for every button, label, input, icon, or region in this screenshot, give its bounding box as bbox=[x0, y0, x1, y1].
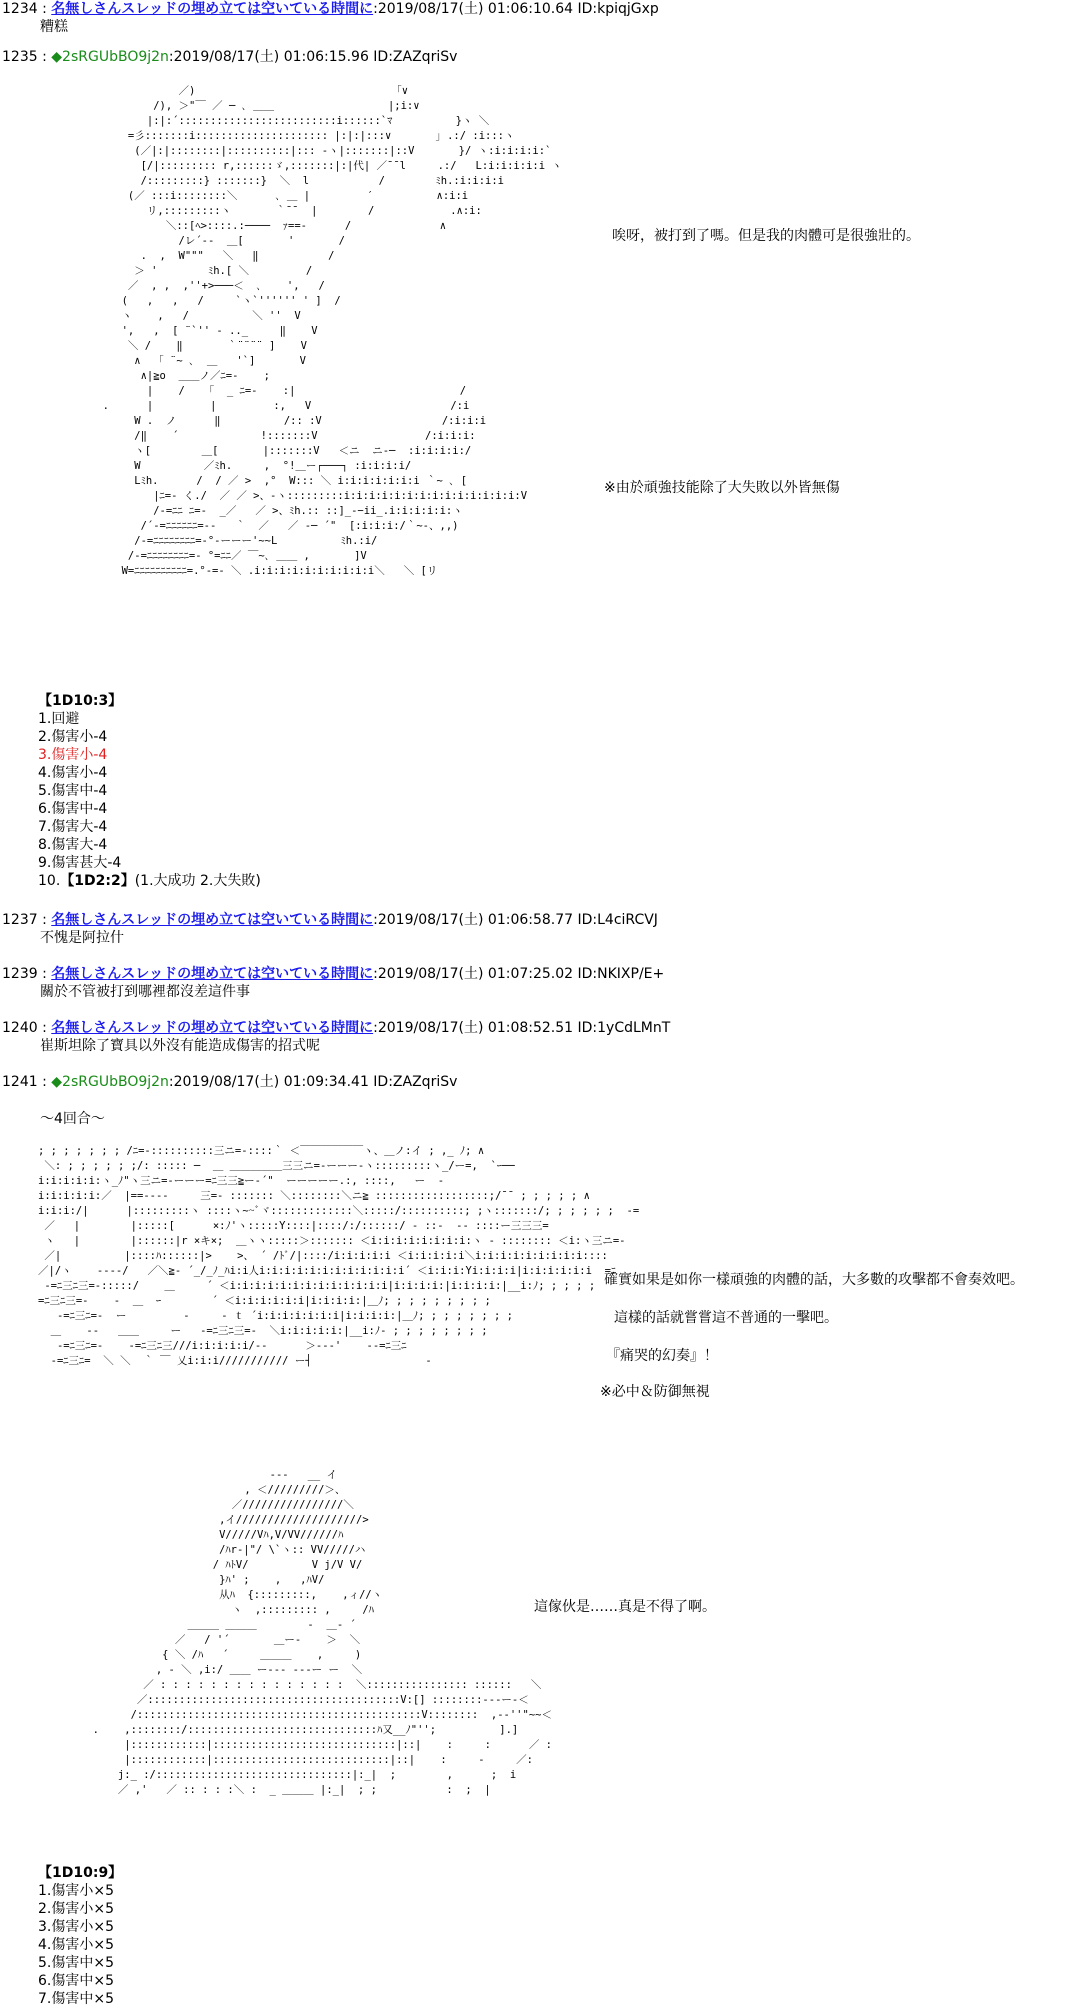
dice-result-list-2 bbox=[38, 1864, 122, 2008]
post-1239: 1239 : 名無しさんスレッドの埋め立ては空いている時間に:2019/08/17(土) 01:07:25.02 ID:NKIXP/E+ 關於不管被打到哪裡都沒差這件事 bbox=[2, 965, 1062, 1001]
dice-result-list-1 bbox=[38, 692, 261, 890]
dice-option: 2.傷害小×5 bbox=[38, 1901, 114, 1917]
post-1237: 1237 : 名無しさんスレッドの埋め立ては空いている時間に:2019/08/17(土) 01:06:58.77 ID:L4ciRCVJ 不愧是阿拉什 bbox=[2, 911, 1062, 947]
dice-subroll-options: (1.大成功 2.大失敗) bbox=[134, 873, 261, 889]
trip-diamond-icon: ◆ bbox=[51, 1074, 63, 1090]
dialogue-4: 『痛哭的幻奏』！ bbox=[606, 1348, 718, 1364]
dice-option-selected: 3.傷害小-4 bbox=[38, 747, 108, 763]
dialogue-3: 這樣的話就嘗嘗這不普通的一擊吧。 bbox=[614, 1310, 838, 1326]
post-meta: :2019/08/17(土) 01:06:15.96 ID:ZAZqriSv bbox=[168, 49, 458, 65]
poster-name-link[interactable]: 名無しさんスレッドの埋め立ては空いている時間に bbox=[51, 966, 374, 982]
post-1235: 1235 : ◆2sRGUbBO9j2n:2019/08/17(土) 01:06:15.96 ID:ZAZqriSv bbox=[2, 49, 458, 65]
dice-option-10 bbox=[38, 872, 261, 890]
dice-option: 6.傷害中-4 bbox=[38, 801, 108, 817]
post-1234: 1234 : 名無しさんスレッドの埋め立ては空いている時間に:2019/08/17(土) 01:06:10.64 ID:kpiqjGxp 糟糕 bbox=[2, 0, 1062, 36]
note-1: ※由於頑強技能除了大失敗以外皆無傷 bbox=[604, 480, 840, 496]
tripcode: 2sRGUbBO9j2n bbox=[62, 49, 169, 65]
dialogue-5: 這傢伙是……真是不得了啊。 bbox=[534, 1599, 716, 1615]
dice-option: 5.傷害中-4 bbox=[38, 783, 108, 799]
post-number: 1235 bbox=[2, 49, 38, 65]
poster-name-link[interactable]: 名無しさんスレッドの埋め立ては空いている時間に bbox=[51, 1, 374, 17]
dialogue-2: 確實如果是如你一樣頑強的肉體的話，大多數的攻擊都不會奏效吧。 bbox=[604, 1272, 1024, 1288]
dice-option: 2.傷害小-4 bbox=[38, 729, 108, 745]
round-label: ～4回合～ bbox=[40, 1111, 105, 1127]
poster-name-link[interactable]: 名無しさんスレッドの埋め立ては空いている時間に bbox=[51, 912, 374, 928]
dice-subroll: 【1D2:2】 bbox=[60, 873, 135, 889]
ascii-art-character: ‐‐‐ __ イ , ＜/////////＞、 ／////////////////＼ ,イ////////////////////> V/////Vﾊ,V/VV//////ﾊ /ﾊr‐|"/ \`ヽ:: VV/////ハ / ﾊﾄV/ V j/V V/ }ﾊ' ; , ,ﾊV/ 从ﾊ {:::::::::, ,ィ//ヽ ヽ ,::::::::: , /ﾊ ＿＿＿ ＿＿＿ ‐ ＿‐ ´ ／ / '´ ＿ー‐ ＞ ＼ { ＼ /ﾊ ´ ＿＿＿ , ) , ‐ ＼ ,i:/ ＿＿ ー‐‐‐ ‐‐‐ー ー ＼ ／ : : : : : : : : : : : : : : : ＼:::::::::::::::: :::::: ＼ ／::::::::::::::::::::::::::::::::::::::::V:[] ::::::::‐‐‐ー‐＜ /:::::::::::::::::::::::::::::::::::::::::::::V:::::::: ,‐‐''"~~＜ . ,::::::::/::::::::::::::::::::::::::::::ﾊ又__ﾉ"''; ].] |::::::::::::|:::::::::::::::::::::::::::::|::| : : ／ : |::::::::::::|::::::::::::::::::::::::::::|::| : ‐ ／: j:_ :/:::::::::::::::::::::::::::::::|:_| ; , ; i ／ ,' ／ :: : : :＼ : _ ＿＿＿ |:_| ; ; : ; | bbox=[92, 1469, 552, 1796]
ascii-art-archer: ／) 「∨ /), ＞"￣ ／ ─ ､ ＿＿ |;i:∨ |:|:´:::::::::::::::::::::::::i::::::`ﾏ }ヽ ＼ =彡:::::::i::::::::::::::::::::: |:|:|:::∨ ｣ .:/ :i:::ヽ (／|:|::::::::|::::::::::|::: ‐ヽ|:::::::|::V }/ ヽ:i:i:i:i:` [/|::::::::: r,::::::ゞ,:::::::|:|代| ／¯¯l .:/ L:i:i:i:i:i ヽ /:::::::::} :::::::} ＼ l / ﾐh.:i:i:i:i (／ :::i::::::::＼ ､ ＿ | ′ ∧:i:i リ,:::::::::ヽ ｀¯¯ | / .∧:i: ＼::[ﾍ>::::.:──── ｧ==‐ / ∧ /レ´‐‐ ＿[ ' / . , W""" ＼ ‖ / ＞ ' ﾐh.[ ＼ / ／ , , ,''+>───＜ ､ ', / ( , , / `ヽ`'''''' ' ] / ヽ , / ＼ '' V ', , [ ¨`'' ‐ .._ ‖ V ＼ / ‖ ｀¨¨¨¨ ] V ∧ 「 ¨~ ､ ＿ '`] V ∧|≧o ＿＿ノ／ﾆ=‐ ; | / 「 _ ﾆ=‐ :| / . | | :, V /:i W . ノ ‖ /:: :V /:i:i:i /‖ ´ !:::::::V /:i:i:i: ヽ[ ＿[ |:::::::V ＜ニ ニ‐─ :i:i:i:i:/ W ／ﾐh. , °!＿ー┌───┐ :i:i:i:i/ Lﾐh. / / ／ > ,° W::: ＼ i:i:i:i:i:i:i ｀~ ､ [ |ﾆ=‐ く./ ／ ／ >、-ヽ:::::::::i:i:i:i:i:i:i:i:i:i:i:i:i:i:V /‐=ﾆﾆ ﾆ=‐ _／ ／ >、ﾐh.:: ::]_‐−ii_.i:i:i:i:i:ヽ /´‐=ﾆﾆﾆﾆﾆﾆ=‐‐ ｀ ／ ／ ‐─ ´" [:i:i:i:/｀~‐、,,) /‐=ﾆﾆﾆﾆﾆﾆﾆﾆ=‐°‐ーーー'~~L ﾐh.:i/ /‐=ﾆﾆﾆﾆﾆﾆﾆﾆ=‐ °=ﾆﾆ／ ￣~､ ＿＿ , ]V W=ﾆﾆﾆﾆﾆﾆﾆﾆﾆﾆ=.°‐=‐ ＼ .i:i:i:i:i:i:i:i:i:i＼ ＼ [リ bbox=[102, 85, 562, 577]
post-meta: :2019/08/17(土) 01:08:52.51 ID:1yCdLMnT bbox=[373, 1020, 671, 1036]
dice-option-prefix: 10. bbox=[38, 873, 61, 889]
note-2: ※必中＆防御無視 bbox=[600, 1384, 710, 1400]
dice-option: 7.傷害大-4 bbox=[38, 819, 108, 835]
post-number: 1240 bbox=[2, 1020, 38, 1036]
post-meta: :2019/08/17(土) 01:09:34.41 ID:ZAZqriSv bbox=[168, 1074, 458, 1090]
post-body: 關於不管被打到哪裡都沒差這件事 bbox=[40, 984, 250, 1000]
dice-option: 1.回避 bbox=[38, 711, 80, 727]
dice-option: 6.傷害中×5 bbox=[38, 1973, 114, 1989]
dice-roll-title: 【1D10:3】 bbox=[38, 693, 123, 709]
post-meta: :2019/08/17(土) 01:06:58.77 ID:L4ciRCVJ bbox=[373, 912, 658, 928]
dice-option: 4.傷害小-4 bbox=[38, 765, 108, 781]
poster-name-link[interactable]: 名無しさんスレッドの埋め立ては空いている時間に bbox=[51, 1020, 374, 1036]
post-body: 不愧是阿拉什 bbox=[40, 930, 124, 946]
post-number: 1239 bbox=[2, 966, 38, 982]
dice-option: 1.傷害小×5 bbox=[38, 1883, 114, 1899]
ascii-art-attack-effect: ; ; ; ; ; ; ; /ﾆ=‐::::::::::三ニ=‐::::｀ ＜￣￣￣￣￣￣ヽ、＿ノ:イ ; ,_ ﾉ; ∧ ＼: ; ; ; ; ; ;/: ::::: ─ ＿ ＿＿＿＿＿三三ニ=‐ーーー-ヽ:::::::::ヽ_/ー=, `ｰ── i:i:i:i:i:ヽ_ﾉ"ヽ三ニ=‐ーーー=ﾆ三三≧ー‐´" ーーーーー.:, ::::, ー ‐ i:i:i:i:i:／ |==‐-‐- 三=‐ ::::::: ＼::::::::＼ニ≧ ::::::::::::::::::;/¯¯ ; ; ; ; ; ∧ i:i:i:/| |:::::::::ヽ ::::ヽ~~ﾞヾ:::::::::::::＼:::::/::::::::::; ;ヽ:::::::/; ; ; ; ; ; ‐= ／ | |:::::[ ×:ﾉ'ヽ:::::Y::::|::::/:/::::::/ - ::- ‐‐ ::::ー三三三= ヽ | |::::::|r ×キ×; ＿ヽヽ:::::＞::::::: ＜i:i:i:i:i:i:i:i:ヽ - :::::::: ＜i:ヽ三ニ=‐ ／| |::::ﾊ::::::|> >、 ´ /ﾄﾞ/|::::/i:i:i:i:i ＜i:i:i:i:i＼i:i:i:i:i:i:i:i:i:::: ／|/ヽ ‐‐‐‐/ ／＼≧‐ ´_/_ﾉ_ﾊi:i人i:i:i:i:i:i:i:i:i:i:i:i´ ＜i:i:i:Yi:i:i:i|i:i:i:i:i:i =ﾆ ‐=ﾆ三ﾆ三=‐:::::/ ＿ ´ ＜i:i:i:i:i:i:i:i:i:i:i:i:i|i:i:i:i:|i:i:i:i:|__i:ﾉ; ; ; ; ; =ﾆ三ﾆ三=‐ ‐ ＿ ｰ ´ ＜i:i:i:i:i:i|i:i:i:i:|＿ﾉ; ; ; ; ; ; ; ; ; ‐=ﾆ三ﾆ=‐ ー ‐ ‐ ｔ ´i:i:i:i:i:i:i|i:i:i:i:|＿ﾉ; ; ; ; ; ; ; ; ＿ ‐‐ ＿＿ ー ‐=ﾆ三ﾆ三=‐ ＼i:i:i:i:i:|__i:ﾉ- ; ; ; ; ; ; ; ; ‐=ﾆ三ﾆ=‐ ‐=ﾆ三ﾆ三///i:i:i:i:i/‐‐ ＞‐‐‐' ‐‐=ﾆ三ﾆ ‐=ﾆ三ﾆ= ＼ ＼ ｀ ￣ 乂i:i:i/////////// ー┤ ‐ bbox=[38, 1145, 640, 1367]
post-meta: :2019/08/17(土) 01:06:10.64 ID:kpiqjGxp bbox=[373, 1, 659, 17]
dice-option: 5.傷害中×5 bbox=[38, 1955, 114, 1971]
dice-roll-title: 【1D10:9】 bbox=[38, 1865, 123, 1881]
post-meta: :2019/08/17(土) 01:07:25.02 ID:NKIXP/E+ bbox=[373, 966, 665, 982]
dice-option: 9.傷害甚大-4 bbox=[38, 855, 122, 871]
post-1241: 1241 : ◆2sRGUbBO9j2n:2019/08/17(土) 01:09:34.41 ID:ZAZqriSv bbox=[2, 1074, 458, 1090]
post-1240: 1240 : 名無しさんスレッドの埋め立ては空いている時間に:2019/08/17(土) 01:08:52.51 ID:1yCdLMnT 崔斯坦除了寶具以外沒有能造成傷害的招式呢 bbox=[2, 1019, 1062, 1055]
dialogue-1: 唉呀，被打到了嗎。但是我的肉體可是很強壯的。 bbox=[612, 228, 920, 244]
dice-option: 4.傷害小×5 bbox=[38, 1937, 114, 1953]
tripcode: 2sRGUbBO9j2n bbox=[62, 1074, 169, 1090]
post-number: 1241 bbox=[2, 1074, 38, 1090]
post-number: 1237 bbox=[2, 912, 38, 928]
post-body: 崔斯坦除了寶具以外沒有能造成傷害的招式呢 bbox=[40, 1038, 320, 1054]
dice-option: 8.傷害大-4 bbox=[38, 837, 108, 853]
dice-option: 3.傷害小×5 bbox=[38, 1919, 114, 1935]
trip-diamond-icon: ◆ bbox=[51, 49, 63, 65]
post-body: 糟糕 bbox=[40, 19, 68, 35]
dice-option: 7.傷害中×5 bbox=[38, 1991, 114, 2007]
post-number: 1234 bbox=[2, 1, 38, 17]
